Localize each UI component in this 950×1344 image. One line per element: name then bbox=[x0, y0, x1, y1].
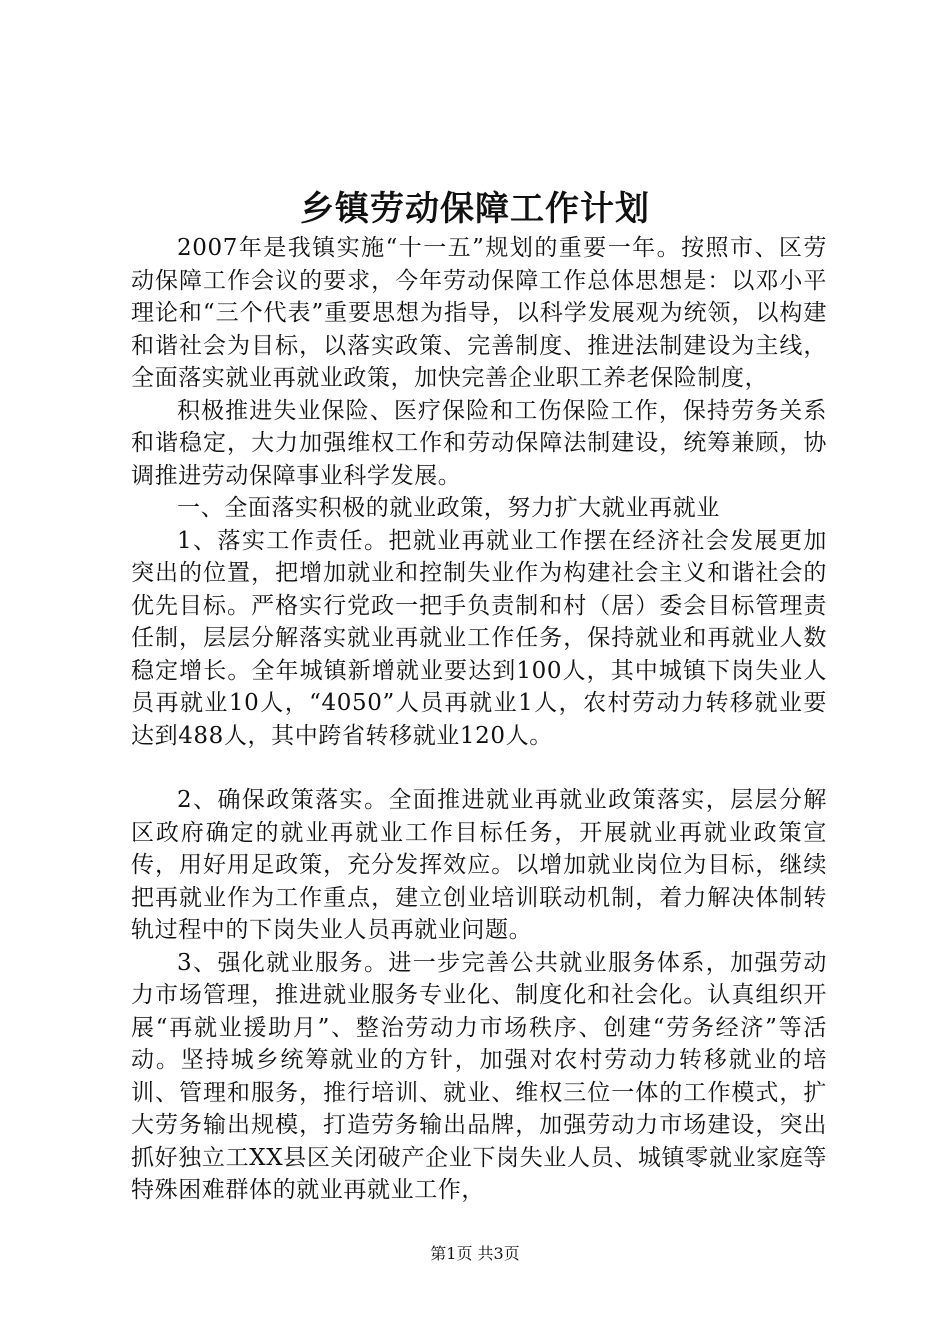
document-body bbox=[131, 232, 827, 1207]
page-footer: 第1页 共3页 bbox=[430, 1244, 520, 1263]
paragraph-item-1: 1、落实工作责任。把就业再就业工作摆在经济社会发展更加突出的位置，把增加就业和控制失业作为构建社会主义和谐社会的优先目标。严格实行党政一把手负责制和村（居）委会目标管理责任制，层层分解落实就业再就业工作任务，保持就业和再就业人数稳定增长。全年城镇新增就业要达到100人，其中城镇下岗失业人员再就业10人，“4050”人员再就业1人，农村劳动力转移就业要达到488人，其中跨省转移就业120人。 bbox=[131, 527, 827, 749]
paragraph-goals: 积极推进失业保险、医疗保险和工伤保险工作，保持劳务关系和谐稳定，大力加强维权工作和劳动保障法制建设，统筹兼顾，协调推进劳动保障事业科学发展。 bbox=[131, 397, 827, 489]
paragraph-intro: 2007年是我镇实施“十一五”规划的重要一年。按照市、区劳动保障工作会议的要求，今年劳动保障工作总体思想是：以邓小平理论和“三个代表”重要思想为指导，以科学发展观为统领，以构建和谐社会为目标，以落实政策、完善制度、推进法制建设为主线，全面落实就业再就业政策，加快完善企业职工养老保险制度， bbox=[131, 235, 827, 391]
paragraph-item-3: 3、强化就业服务。进一步完善公共就业服务体系，加强劳动力市场管理，推进就业服务专业化、制度化和社会化。认真组织开展“再就业援助月”、整治劳动力市场秩序、创建“劳务经济”等活动。坚持城乡统筹就业的方针，加强对农村劳动力转移就业的培训、管理和服务，推行培训、就业、维权三位一体的工作模式，扩大劳务输出规模，打造劳务输出品牌，加强劳动力市场建设，突出抓好独立工XX县区关闭破产企业下岗失业人员、城镇零就业家庭等特殊困难群体的就业再就业工作， bbox=[131, 949, 827, 1203]
paragraph-item-2: 2、确保政策落实。全面推进就业再就业政策落实，层层分解区政府确定的就业再就业工作目标任务，开展就业再就业政策宣传，用好用足政策，充分发挥效应。以增加就业岗位为目标，继续把再就业作为工作重点，建立创业培训联动机制，着力解决体制转轨过程中的下岗失业人员再就业问题。 bbox=[131, 787, 827, 943]
document-title: 乡镇劳动保障工作计划 bbox=[300, 189, 650, 229]
section-heading-1: 一、全面落实积极的就业政策，努力扩大就业再就业 bbox=[177, 495, 720, 521]
